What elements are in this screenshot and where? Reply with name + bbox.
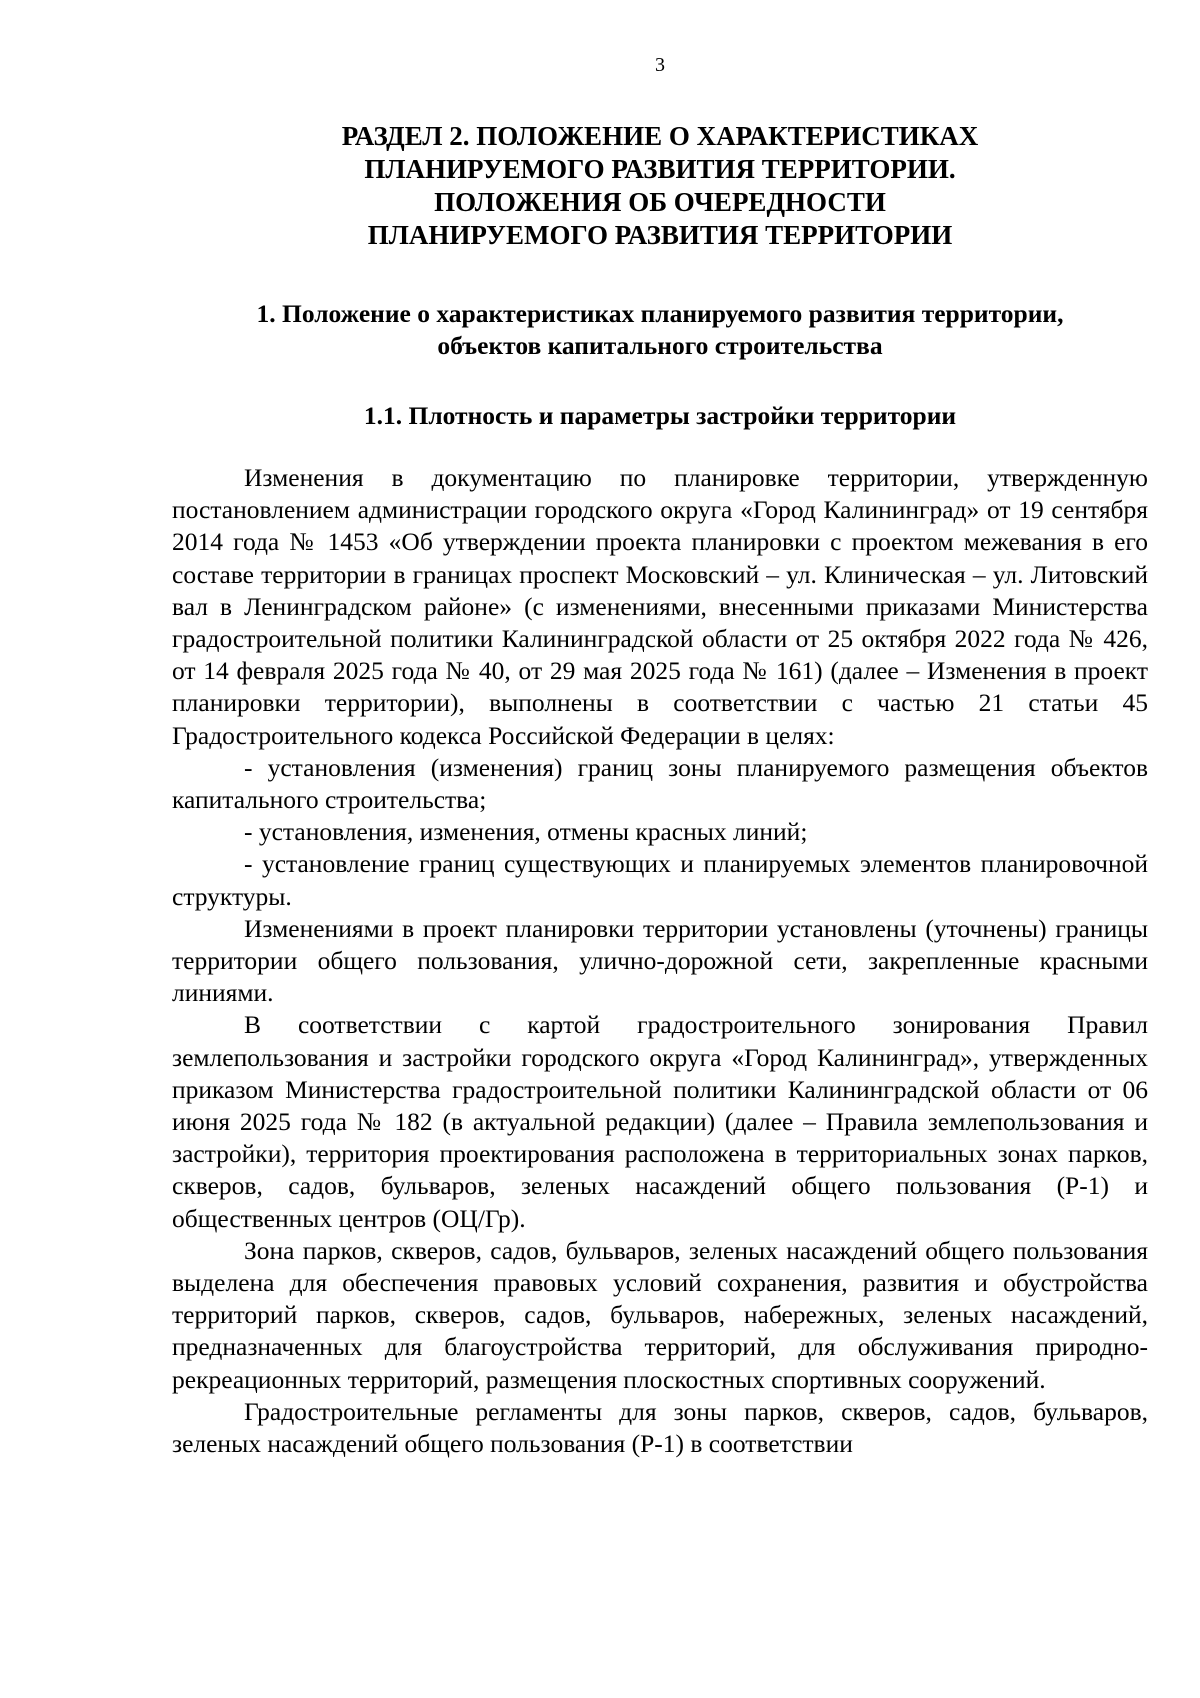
list-item: - установление границ существующих и планируемых элементов планировочной структуры.: [172, 849, 1148, 911]
paragraph: Градостроительные регламенты для зоны парков, скверов, садов, бульваров, зеленых насаждений общего пользования (Р-1) в соответствии: [172, 1396, 1148, 1459]
heading-1-line: 1. Положение о характеристиках планируемого развития территории,: [256, 299, 1064, 328]
heading-2: 1.1. Плотность и параметры застройки территории: [363, 401, 957, 430]
section-title-line: ПЛАНИРУЕМОГО РАЗВИТИЯ ТЕРРИТОРИИ.: [364, 154, 956, 184]
section-title-line: РАЗДЕЛ 2. ПОЛОЖЕНИЕ О ХАРАКТЕРИСТИКАХ: [341, 121, 979, 151]
paragraph: Изменениями в проект планировки территории установлены (уточнены) границы территории общего пользования, улично-дорожной сети, закрепленные красными линиями.: [172, 913, 1148, 1008]
list-item: - установления (изменения) границ зоны планируемого размещения объектов капитального строительства;: [172, 752, 1148, 815]
section-title: [172, 120, 1148, 252]
paragraph-intro: Изменения в документацию по планировке территории, утвержденную постановлением администрации городского округа «Город Калининград» от 19 сентября 2014 года № 1453 «Об утверждении проекта планировки с проектом межевания в его составе территории в границах проспект Московский – ул. Клиническая – ул. Литовский вал в Ленинградском районе» (с изменениями, внесенными приказами Министерства градостроительной политики Калининградской области от 25 октября 2022 года № 426, от 14 февраля 2025 года № 40, от 29 мая 2025 года № 161) (далее – Изменения в проект планировки территории), выполнены в соответствии с частью 21 статьи 45 Градостроительного кодекса Российской Федерации в целях:: [172, 463, 1148, 750]
paragraph: Зона парков, скверов, садов, бульваров, зеленых насаждений общего пользования выделена для обеспечения правовых условий сохранения, развития и обустройства территорий парков, скверов, садов, бульваров, набережных, зеленых насаждений, предназначенных для благоустройства территорий, для обслуживания природно-рекреационных территорий, размещения плоскостных спортивных сооружений.: [172, 1235, 1148, 1394]
paragraph: В соответствии с картой градостроительного зонирования Правил землепользования и застройки городского округа «Город Калининград», утвержденных приказом Министерства градостроительной политики Калининградской области от 06 июня 2025 года № 182 (в актуальной редакции) (далее – Правила землепользования и застройки), территория проектирования расположена в территориальных зонах парков, скверов, садов, бульваров, зеленых насаждений общего пользования (Р-1) и общественных центров (ОЦ/Гр).: [172, 1010, 1148, 1233]
heading-1-line: объектов капитального строительства: [437, 331, 883, 360]
heading-1: [172, 298, 1148, 362]
section-title-line: ПОЛОЖЕНИЯ ОБ ОЧЕРЕДНОСТИ: [434, 187, 886, 217]
section-title-line: ПЛАНИРУЕМОГО РАЗВИТИЯ ТЕРРИТОРИИ: [367, 220, 953, 250]
page-number: 3: [655, 54, 665, 76]
body-text: [172, 462, 1148, 1460]
list-item: - установления, изменения, отмены красных линий;: [244, 817, 808, 847]
